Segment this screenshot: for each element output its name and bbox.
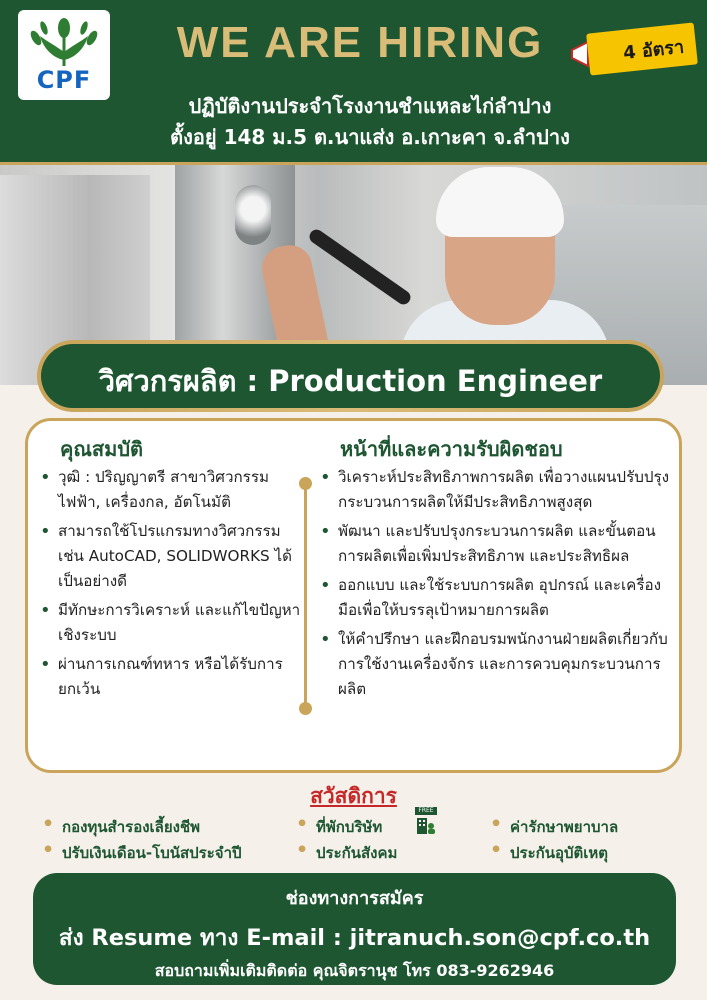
duties-list — [318, 465, 678, 706]
address-line: ตั้งอยู่ 148 ม.5 ต.นาแส่ง อ.เกาะคา จ.ลำปาง — [170, 125, 570, 149]
apply-email-line: ส่ง Resume ทาง E-mail : jitranuch.son@cpf.co.th — [58, 925, 651, 951]
benefits-title — [0, 780, 707, 813]
apply-contact-line: สอบถามเพิ่มเติมติดต่อ คุณจิตรานุช โทร 083-9262946 — [154, 961, 555, 980]
benefit-item: • ปรับเงินเดือน-โบนัสประจำปี — [42, 841, 242, 865]
worker-hairnet — [436, 167, 564, 237]
job-details-card — [25, 418, 682, 773]
benefit-item: • ประกันอุบัติเหตุ — [490, 841, 608, 865]
qualifications-list — [38, 465, 303, 706]
openings-count: 4 อัตรา — [622, 36, 686, 64]
building-icon — [415, 816, 437, 836]
pressure-gauge — [235, 185, 271, 245]
apply-title: ช่องทางการสมัคร — [285, 888, 424, 909]
hiring-title: WE ARE HIRING — [176, 18, 544, 67]
position-title: วิศวกรผลิต : Production Engineer — [98, 364, 603, 398]
benefit-item: • ประกันสังคม — [296, 841, 397, 865]
duties-title: หน้าที่และความรับผิดชอบ — [340, 437, 563, 461]
position-banner-inner — [41, 344, 660, 408]
list-item: • สามารถใช้โปรแกรมทางวิศวกรรม เช่น AutoCAD, SOLIDWORKS ได้เป็นอย่างดี — [38, 519, 303, 594]
list-item: • ให้คำปรึกษา และฝึกอบรมพนักงานฝ่ายผลิตเกี่ยวกับการใช้งานเครื่องจักร และการควบคุมกระบวนการผลิต — [318, 627, 678, 702]
free-housing-icon — [415, 807, 437, 835]
section-divider — [304, 483, 307, 709]
list-item: • วุฒิ : ปริญญาตรี สาขาวิศวกรรมไฟฟ้า, เครื่องกล, อัตโนมัติ — [38, 465, 303, 515]
cpf-logo — [18, 10, 110, 100]
list-item: • ผ่านการเกณฑ์ทหาร หรือได้รับการยกเว้น — [38, 652, 303, 702]
openings-badge — [586, 22, 698, 75]
header — [0, 0, 707, 165]
benefit-item: • ที่พักบริษัท — [296, 815, 382, 839]
position-banner — [37, 340, 664, 412]
qualifications-title: คุณสมบัติ — [60, 437, 144, 461]
list-item: • วิเคราะห์ประสิทธิภาพการผลิต เพื่อวางแผนปรับปรุงกระบวนการผลิตให้มีประสิทธิภาพสูงสุด — [318, 465, 678, 515]
workplace-line: ปฏิบัติงานประจำโรงงานชำแหละไก่ลำปาง — [188, 94, 552, 118]
apply-box — [33, 873, 676, 985]
list-item: • พัฒนา และปรับปรุงกระบวนการผลิต และขั้นตอนการผลิตเพื่อเพิ่มประสิทธิภาพ และประสิทธิผล — [318, 519, 678, 569]
free-tag: FREE — [415, 807, 437, 815]
benefit-item: • กองทุนสำรองเลี้ยงชีพ — [42, 815, 200, 839]
list-item: • มีทักษะการวิเคราะห์ และแก้ไขปัญหาเชิงระบบ — [38, 598, 303, 648]
benefit-item: • ค่ารักษาพยาบาล — [490, 815, 618, 839]
brand-name: CPF — [36, 66, 92, 94]
list-item: • ออกแบบ และใช้ระบบการผลิต อุปกรณ์ และเครื่องมือเพื่อให้บรรลุเป้าหมายการผลิต — [318, 573, 678, 623]
hose — [307, 227, 413, 307]
wheat-icon — [26, 16, 102, 70]
benefits-title-text: สวัสดิการ — [310, 784, 397, 808]
